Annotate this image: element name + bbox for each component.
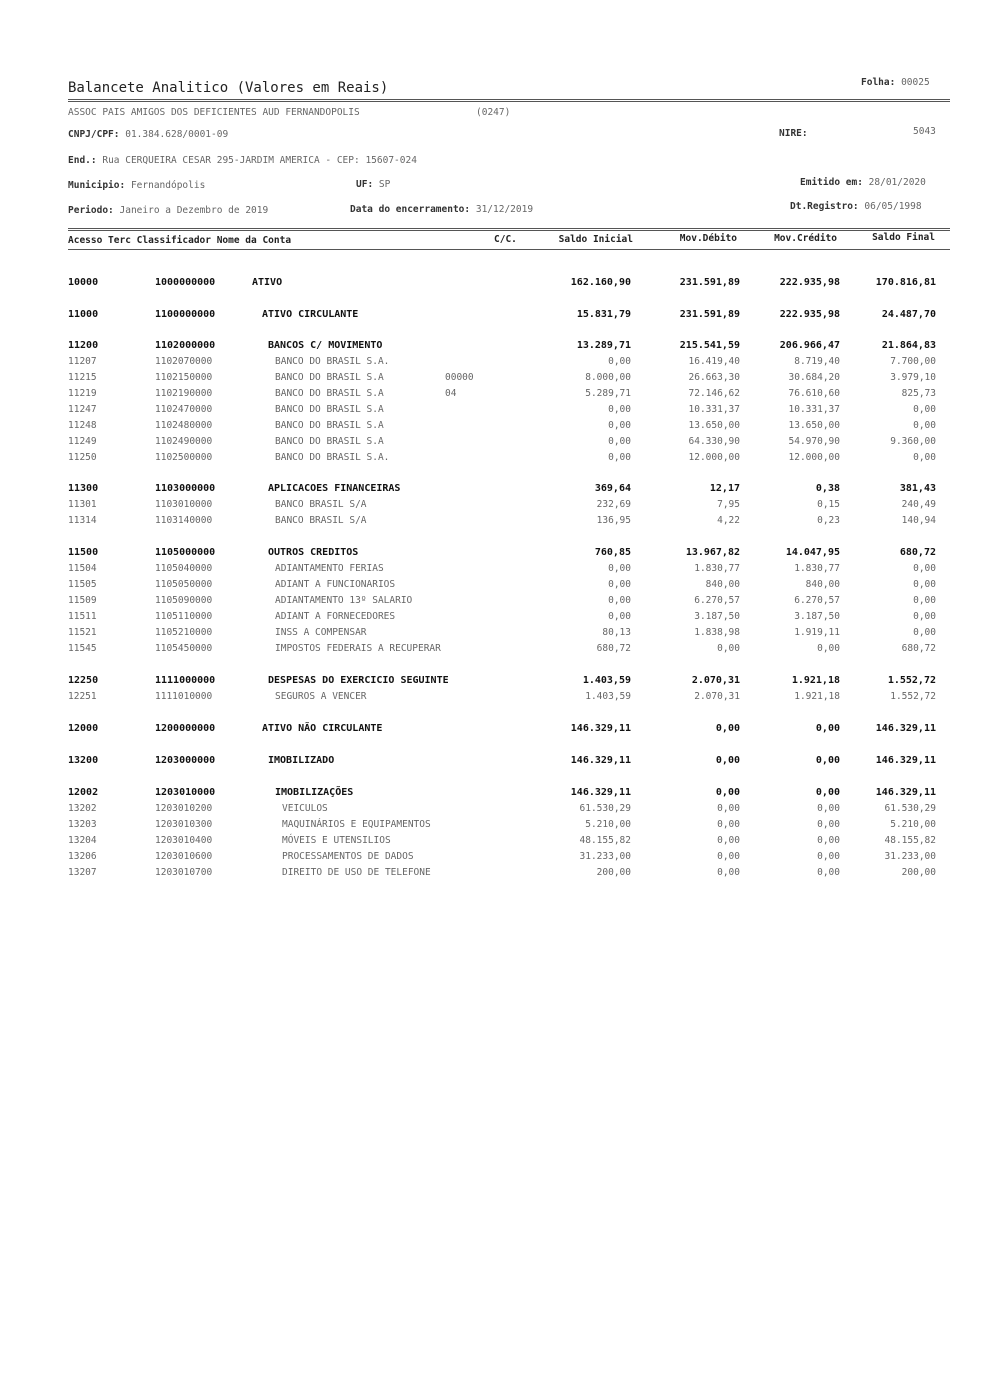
account-classifier: 1111010000 xyxy=(155,691,213,702)
account-code: 11000 xyxy=(68,309,99,320)
account-classifier: 1203010600 xyxy=(155,851,213,862)
table-row xyxy=(0,755,992,770)
account-code: 13203 xyxy=(68,819,97,830)
account-name: SEGUROS A VENCER xyxy=(275,691,367,702)
mov-credito-value: 1.921,18 xyxy=(791,675,840,686)
mov-debito-value: 0,00 xyxy=(715,755,740,766)
saldo-final-value: 146.329,11 xyxy=(875,787,936,798)
account-classifier: 1103140000 xyxy=(155,515,213,526)
saldo-inicial-value: 369,64 xyxy=(594,483,631,494)
title-divider xyxy=(68,99,950,100)
folha-info xyxy=(861,77,930,88)
table-row xyxy=(0,819,992,834)
mov-debito-value: 840,00 xyxy=(705,579,740,590)
mov-debito-value: 0,00 xyxy=(717,803,740,814)
mov-debito-value: 2.070,31 xyxy=(691,675,740,686)
table-row xyxy=(0,835,992,850)
mov-credito-value: 0,38 xyxy=(815,483,840,494)
account-classifier: 1102070000 xyxy=(155,356,213,367)
emitido-value: 28/01/2020 xyxy=(868,177,926,188)
mov-debito-value: 3.187,50 xyxy=(694,611,740,622)
table-row xyxy=(0,787,992,802)
encerramento-label: Data do encerramento: xyxy=(350,204,471,215)
table-row xyxy=(0,483,992,498)
mov-debito-value: 72.146,62 xyxy=(688,388,740,399)
mov-credito-value: 0,00 xyxy=(817,643,840,654)
saldo-final-value: 170.816,81 xyxy=(875,277,936,288)
saldo-inicial-value: 8.000,00 xyxy=(585,372,631,383)
account-code: 13204 xyxy=(68,835,97,846)
saldo-final-value: 0,00 xyxy=(913,563,936,574)
cnpj-line xyxy=(68,129,228,140)
account-code: 11300 xyxy=(68,483,99,494)
account-name: IMOBILIZAÇÕES xyxy=(275,787,354,798)
mov-debito-value: 0,00 xyxy=(717,835,740,846)
account-classifier: 1203010200 xyxy=(155,803,213,814)
account-classifier: 1100000000 xyxy=(155,309,216,320)
mov-credito-value: 8.719,40 xyxy=(794,356,840,367)
col-header-saldo-inicial: Saldo Inicial xyxy=(558,234,633,245)
saldo-inicial-value: 0,00 xyxy=(608,611,631,622)
mov-credito-value: 0,00 xyxy=(817,835,840,846)
account-classifier: 1105110000 xyxy=(155,611,213,622)
account-name: BANCO DO BRASIL S.A. xyxy=(275,452,390,463)
mov-credito-value: 222.935,98 xyxy=(779,277,840,288)
account-name: ATIVO CIRCULANTE xyxy=(262,309,359,320)
account-classifier: 1203010700 xyxy=(155,867,213,878)
registro-label: Dt.Registro: xyxy=(790,201,859,212)
endereco-label: End.: xyxy=(68,155,97,166)
saldo-final-value: 680,72 xyxy=(901,643,936,654)
mov-debito-value: 16.419,40 xyxy=(688,356,740,367)
table-row xyxy=(0,356,992,371)
account-classifier: 1000000000 xyxy=(155,277,216,288)
emitido-line xyxy=(800,177,926,188)
company-code: (0247) xyxy=(476,107,511,118)
saldo-final-value: 61.530,29 xyxy=(884,803,936,814)
account-classifier: 1103010000 xyxy=(155,499,213,510)
table-row xyxy=(0,851,992,866)
table-row xyxy=(0,675,992,690)
mov-debito-value: 0,00 xyxy=(715,787,740,798)
saldo-inicial-value: 146.329,11 xyxy=(570,787,631,798)
table-row xyxy=(0,627,992,642)
saldo-final-value: 140,94 xyxy=(901,515,936,526)
account-name: MAQUINÁRIOS E EQUIPAMENTOS xyxy=(282,819,431,830)
account-code: 11500 xyxy=(68,547,99,558)
table-row xyxy=(0,452,992,467)
periodo-label: Periodo: xyxy=(68,205,114,216)
header-top-rule xyxy=(68,228,950,229)
mov-credito-value: 0,00 xyxy=(815,723,840,734)
municipio-label: Municipio: xyxy=(68,180,126,191)
mov-credito-value: 14.047,95 xyxy=(785,547,840,558)
mov-credito-value: 10.331,37 xyxy=(788,404,840,415)
mov-credito-value: 0,00 xyxy=(815,787,840,798)
saldo-inicial-value: 232,69 xyxy=(596,499,631,510)
account-code: 11301 xyxy=(68,499,97,510)
saldo-inicial-value: 0,00 xyxy=(608,452,631,463)
mov-credito-value: 0,15 xyxy=(817,499,840,510)
mov-credito-value: 1.830,77 xyxy=(794,563,840,574)
account-name: IMPOSTOS FEDERAIS A RECUPERAR xyxy=(275,643,441,654)
table-row xyxy=(0,309,992,324)
saldo-final-value: 240,49 xyxy=(901,499,936,510)
mov-debito-value: 231.591,89 xyxy=(679,277,740,288)
saldo-inicial-value: 0,00 xyxy=(608,563,631,574)
table-row xyxy=(0,340,992,355)
uf-line xyxy=(356,179,390,190)
account-classifier: 1200000000 xyxy=(155,723,216,734)
col-header-cc: C/C. xyxy=(494,234,517,245)
mov-credito-value: 206.966,47 xyxy=(779,340,840,351)
account-cc: 04 xyxy=(445,388,457,399)
mov-debito-value: 13.650,00 xyxy=(688,420,740,431)
account-cc: 00000 xyxy=(445,372,474,383)
table-row xyxy=(0,867,992,882)
account-code: 12250 xyxy=(68,675,99,686)
saldo-inicial-value: 162.160,90 xyxy=(570,277,631,288)
table-row xyxy=(0,595,992,610)
saldo-final-value: 0,00 xyxy=(913,420,936,431)
saldo-final-value: 0,00 xyxy=(913,452,936,463)
table-row xyxy=(0,643,992,658)
account-name: IMOBILIZADO xyxy=(268,755,335,766)
account-code: 13207 xyxy=(68,867,97,878)
municipio-line xyxy=(68,180,205,191)
account-name: BANCO DO BRASIL S.A xyxy=(275,372,384,383)
mov-debito-value: 231.591,89 xyxy=(679,309,740,320)
account-code: 11219 xyxy=(68,388,97,399)
mov-credito-value: 0,00 xyxy=(817,851,840,862)
mov-credito-value: 0,00 xyxy=(815,755,840,766)
account-name: VEICULOS xyxy=(282,803,328,814)
account-code: 12002 xyxy=(68,787,99,798)
saldo-inicial-value: 136,95 xyxy=(596,515,631,526)
saldo-final-value: 24.487,70 xyxy=(881,309,936,320)
saldo-final-value: 0,00 xyxy=(913,579,936,590)
account-classifier: 1102470000 xyxy=(155,404,213,415)
account-name: INSS A COMPENSAR xyxy=(275,627,367,638)
account-code: 11250 xyxy=(68,452,97,463)
account-code: 11200 xyxy=(68,340,99,351)
endereco-value: Rua CERQUEIRA CESAR 295-JARDIM AMERICA - CEP: 15607-024 xyxy=(102,155,417,166)
account-code: 11207 xyxy=(68,356,97,367)
col-header-mov-debito: Mov.Débito xyxy=(679,233,737,244)
saldo-inicial-value: 48.155,82 xyxy=(579,835,631,846)
account-classifier: 1105210000 xyxy=(155,627,213,638)
account-code: 11247 xyxy=(68,404,97,415)
account-classifier: 1105000000 xyxy=(155,547,216,558)
saldo-inicial-value: 1.403,59 xyxy=(582,675,631,686)
mov-credito-value: 12.000,00 xyxy=(788,452,840,463)
saldo-inicial-value: 5.289,71 xyxy=(585,388,631,399)
header-top-rule-2 xyxy=(68,230,950,231)
municipio-value: Fernandópolis xyxy=(130,180,206,191)
mov-debito-value: 12.000,00 xyxy=(688,452,740,463)
account-code: 13206 xyxy=(68,851,97,862)
saldo-final-value: 146.329,11 xyxy=(875,723,936,734)
account-name: ATIVO xyxy=(252,277,283,288)
encerramento-value: 31/12/2019 xyxy=(475,204,534,215)
mov-debito-value: 0,00 xyxy=(717,819,740,830)
account-name: OUTROS CREDITOS xyxy=(268,547,359,558)
encerramento-line xyxy=(350,204,533,215)
cnpj-label: CNPJ/CPF: xyxy=(68,129,120,140)
mov-debito-value: 12,17 xyxy=(709,483,740,494)
saldo-final-value: 31.233,00 xyxy=(884,851,936,862)
mov-debito-value: 64.330,90 xyxy=(688,436,740,447)
table-row xyxy=(0,515,992,530)
nire-label: NIRE: xyxy=(779,128,808,139)
account-name: DESPESAS DO EXERCICIO SEGUINTE xyxy=(268,675,449,686)
account-classifier: 1102190000 xyxy=(155,388,213,399)
mov-debito-value: 0,00 xyxy=(715,723,740,734)
saldo-inicial-value: 31.233,00 xyxy=(579,851,631,862)
saldo-final-value: 0,00 xyxy=(913,627,936,638)
account-code: 11504 xyxy=(68,563,97,574)
nire-value: 5043 xyxy=(913,126,936,137)
account-name: ADIANTAMENTO 13º SALARIO xyxy=(275,595,413,606)
table-row xyxy=(0,404,992,419)
account-name: ATIVO NÃO CIRCULANTE xyxy=(262,723,383,734)
folha-label: Folha: xyxy=(861,77,896,88)
account-classifier: 1111000000 xyxy=(155,675,216,686)
table-row xyxy=(0,691,992,706)
account-classifier: 1103000000 xyxy=(155,483,216,494)
emitido-label: Emitido em: xyxy=(800,177,863,188)
account-name: BANCO DO BRASIL S.A xyxy=(275,404,384,415)
account-code: 12251 xyxy=(68,691,97,702)
saldo-inicial-value: 5.210,00 xyxy=(585,819,631,830)
saldo-inicial-value: 760,85 xyxy=(594,547,631,558)
saldo-final-value: 5.210,00 xyxy=(890,819,936,830)
mov-debito-value: 13.967,82 xyxy=(685,547,740,558)
account-name: ADIANTAMENTO FERIAS xyxy=(275,563,384,574)
saldo-inicial-value: 61.530,29 xyxy=(579,803,631,814)
account-classifier: 1105040000 xyxy=(155,563,213,574)
account-classifier: 1203010300 xyxy=(155,819,213,830)
saldo-inicial-value: 13.289,71 xyxy=(576,340,631,351)
saldo-final-value: 0,00 xyxy=(913,611,936,622)
account-classifier: 1203010400 xyxy=(155,835,213,846)
table-row xyxy=(0,436,992,451)
folha-value: 00025 xyxy=(901,77,930,88)
saldo-inicial-value: 80,13 xyxy=(602,627,631,638)
endereco-line xyxy=(68,155,417,166)
saldo-inicial-value: 146.329,11 xyxy=(570,755,631,766)
account-classifier: 1102150000 xyxy=(155,372,213,383)
mov-debito-value: 10.331,37 xyxy=(688,404,740,415)
table-row xyxy=(0,723,992,738)
account-code: 11314 xyxy=(68,515,97,526)
account-name: ADIANT A FORNECEDORES xyxy=(275,611,396,622)
mov-debito-value: 6.270,57 xyxy=(694,595,740,606)
account-classifier: 1102500000 xyxy=(155,452,213,463)
mov-credito-value: 0,00 xyxy=(817,819,840,830)
mov-debito-value: 2.070,31 xyxy=(694,691,740,702)
account-name: PROCESSAMENTOS DE DADOS xyxy=(282,851,414,862)
saldo-final-value: 1.552,72 xyxy=(887,675,936,686)
saldo-inicial-value: 0,00 xyxy=(608,579,631,590)
mov-credito-value: 222.935,98 xyxy=(779,309,840,320)
saldo-final-value: 1.552,72 xyxy=(890,691,936,702)
table-row xyxy=(0,547,992,562)
saldo-final-value: 3.979,10 xyxy=(890,372,936,383)
saldo-final-value: 9.360,00 xyxy=(890,436,936,447)
cnpj-value: 01.384.628/0001-09 xyxy=(125,129,229,140)
account-code: 13200 xyxy=(68,755,99,766)
account-classifier: 1105090000 xyxy=(155,595,213,606)
mov-credito-value: 6.270,57 xyxy=(794,595,840,606)
account-code: 12000 xyxy=(68,723,99,734)
account-code: 11509 xyxy=(68,595,97,606)
table-row xyxy=(0,803,992,818)
saldo-inicial-value: 15.831,79 xyxy=(576,309,631,320)
mov-credito-value: 13.650,00 xyxy=(788,420,840,431)
account-classifier: 1105050000 xyxy=(155,579,213,590)
saldo-final-value: 0,00 xyxy=(913,595,936,606)
account-classifier: 1203010000 xyxy=(155,787,216,798)
mov-credito-value: 0,23 xyxy=(817,515,840,526)
mov-credito-value: 0,00 xyxy=(817,803,840,814)
account-code: 10000 xyxy=(68,277,99,288)
table-row xyxy=(0,277,992,292)
saldo-final-value: 825,73 xyxy=(901,388,936,399)
account-name: BANCO DO BRASIL S.A xyxy=(275,420,384,431)
mov-debito-value: 0,00 xyxy=(717,851,740,862)
account-name: BANCO DO BRASIL S.A xyxy=(275,388,384,399)
saldo-final-value: 381,43 xyxy=(899,483,936,494)
saldo-inicial-value: 200,00 xyxy=(596,867,631,878)
account-name: DIREITO DE USO DE TELEFONE xyxy=(282,867,431,878)
registro-line xyxy=(790,201,922,212)
account-code: 11521 xyxy=(68,627,97,638)
account-name: BANCOS C/ MOVIMENTO xyxy=(268,340,383,351)
account-code: 11505 xyxy=(68,579,97,590)
table-row xyxy=(0,611,992,626)
saldo-inicial-value: 0,00 xyxy=(608,356,631,367)
account-name: APLICACOES FINANCEIRAS xyxy=(268,483,401,494)
account-name: ADIANT A FUNCIONARIOS xyxy=(275,579,396,590)
saldo-final-value: 7.700,00 xyxy=(890,356,936,367)
account-code: 11511 xyxy=(68,611,97,622)
table-row xyxy=(0,372,992,387)
mov-credito-value: 840,00 xyxy=(805,579,840,590)
account-code: 13202 xyxy=(68,803,97,814)
report-title: Balancete Analitico (Valores em Reais) xyxy=(68,80,389,96)
col-header-mov-credito: Mov.Crédito xyxy=(774,233,837,244)
col-header-account: Acesso Terc Classificador Nome da Conta xyxy=(68,235,292,246)
mov-debito-value: 26.663,30 xyxy=(688,372,740,383)
account-code: 11215 xyxy=(68,372,97,383)
uf-label: UF: xyxy=(356,179,374,190)
mov-credito-value: 3.187,50 xyxy=(794,611,840,622)
table-row xyxy=(0,388,992,403)
company-name: ASSOC PAIS AMIGOS DOS DEFICIENTES AUD FERNANDOPOLIS xyxy=(68,107,360,118)
mov-debito-value: 4,22 xyxy=(717,515,740,526)
saldo-final-value: 48.155,82 xyxy=(884,835,936,846)
saldo-inicial-value: 0,00 xyxy=(608,420,631,431)
mov-credito-value: 54.970,90 xyxy=(788,436,840,447)
periodo-line xyxy=(68,205,268,216)
saldo-inicial-value: 1.403,59 xyxy=(585,691,631,702)
mov-debito-value: 7,95 xyxy=(717,499,740,510)
account-classifier: 1102000000 xyxy=(155,340,216,351)
saldo-final-value: 200,00 xyxy=(901,867,936,878)
account-code: 11248 xyxy=(68,420,97,431)
account-classifier: 1102480000 xyxy=(155,420,213,431)
mov-credito-value: 0,00 xyxy=(817,867,840,878)
saldo-inicial-value: 0,00 xyxy=(608,404,631,415)
saldo-final-value: 21.864,83 xyxy=(881,340,936,351)
mov-credito-value: 76.610,60 xyxy=(788,388,840,399)
title-divider-2 xyxy=(68,101,950,102)
saldo-final-value: 146.329,11 xyxy=(875,755,936,766)
mov-debito-value: 215.541,59 xyxy=(679,340,740,351)
mov-credito-value: 1.919,11 xyxy=(794,627,840,638)
account-code: 11545 xyxy=(68,643,97,654)
account-name: BANCO BRASIL S/A xyxy=(275,515,367,526)
mov-debito-value: 0,00 xyxy=(717,867,740,878)
saldo-inicial-value: 0,00 xyxy=(608,595,631,606)
mov-debito-value: 1.838,98 xyxy=(694,627,740,638)
mov-credito-value: 30.684,20 xyxy=(788,372,840,383)
saldo-inicial-value: 0,00 xyxy=(608,436,631,447)
registro-value: 06/05/1998 xyxy=(864,201,922,212)
table-row xyxy=(0,563,992,578)
account-name: BANCO BRASIL S/A xyxy=(275,499,367,510)
header-bottom-rule xyxy=(68,249,950,250)
account-classifier: 1102490000 xyxy=(155,436,213,447)
account-classifier: 1203000000 xyxy=(155,755,216,766)
mov-credito-value: 1.921,18 xyxy=(794,691,840,702)
account-name: MÓVEIS E UTENSILIOS xyxy=(282,835,391,846)
account-code: 11249 xyxy=(68,436,97,447)
saldo-final-value: 680,72 xyxy=(899,547,936,558)
account-name: BANCO DO BRASIL S.A xyxy=(275,436,384,447)
saldo-final-value: 0,00 xyxy=(913,404,936,415)
col-header-saldo-final: Saldo Final xyxy=(872,232,935,243)
mov-debito-value: 0,00 xyxy=(717,643,740,654)
table-row xyxy=(0,420,992,435)
mov-debito-value: 1.830,77 xyxy=(694,563,740,574)
table-row xyxy=(0,499,992,514)
periodo-value: Janeiro a Dezembro de 2019 xyxy=(119,205,269,216)
saldo-inicial-value: 146.329,11 xyxy=(570,723,631,734)
table-row xyxy=(0,579,992,594)
uf-value: SP xyxy=(378,179,391,190)
account-classifier: 1105450000 xyxy=(155,643,213,654)
saldo-inicial-value: 680,72 xyxy=(596,643,631,654)
account-name: BANCO DO BRASIL S.A. xyxy=(275,356,390,367)
